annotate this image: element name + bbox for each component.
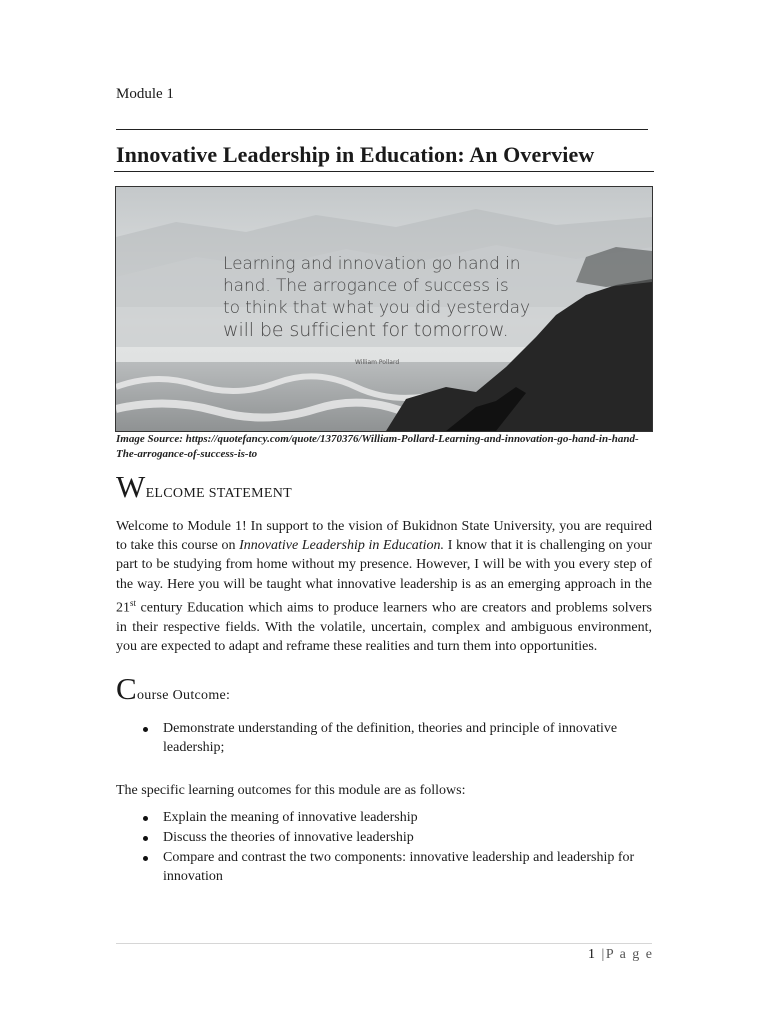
- title-underline: [114, 171, 654, 172]
- quote-text: [223, 253, 553, 341]
- list-item: Demonstrate understanding of the definition, theories and principle of innovative leadership;: [116, 719, 652, 758]
- specific-outcomes-intro: The specific learning outcomes for this module are as follows:: [116, 783, 466, 798]
- course-name: Innovative Leadership in Education.: [239, 538, 445, 554]
- image-source-caption: Image Source: https://quotefancy.com/quote/1370376/William-Pollard-Learning-and-innovation-go-hand-in-hand-The-arrogance-of-success-is-to: [116, 433, 639, 460]
- welcome-heading-initial: W: [116, 469, 146, 504]
- page-number: [588, 947, 654, 963]
- welcome-text-part: Welcome to Module 1! In support to the vision of Bukidnon State University, you are required to take this course on: [116, 519, 652, 554]
- bullet-icon: [143, 836, 148, 841]
- welcome-heading-text: ELCOME STATEMENT: [145, 486, 292, 501]
- welcome-text-part: century Education which aims to produce learners who are creators and problems solvers in their respective fields. With the volatile, uncertain, complex and ambiguous environment, you are expected to adapt and reframe these realities and turn them into opportunities.: [116, 600, 652, 654]
- bullet-icon: [143, 816, 148, 821]
- welcome-text-part: I know that it is challenging on your part to be studying from home without my presence. However, I will be with you every step of the way. Here you will be taught what innovative leadership is as an emerging approach in the 21: [116, 538, 652, 616]
- quote-line: Learning and innovation go hand in: [223, 254, 521, 274]
- course-outcome-initial: C: [116, 671, 137, 706]
- quote-line: hand. The arrogance of success is: [223, 276, 509, 296]
- welcome-heading: [116, 469, 292, 505]
- list-item: Explain the meaning of innovative leadership: [116, 808, 652, 827]
- course-outcome-heading: [116, 671, 230, 707]
- bullet-icon: [143, 727, 148, 732]
- list-item: Discuss the theories of innovative leadership: [116, 828, 652, 847]
- page-separator: |: [601, 947, 606, 962]
- quote-line: will be sufficient for tomorrow.: [223, 319, 509, 341]
- course-outcome-heading-text: ourse Outcome:: [136, 688, 231, 703]
- quote-author: William Pollard: [355, 359, 400, 366]
- page-number-value: 1: [588, 947, 597, 962]
- module-label: Module 1: [116, 86, 174, 102]
- footer-rule: [116, 943, 652, 944]
- list-item: Compare and contrast the two components: innovative leadership and leadership for innovation: [116, 848, 652, 887]
- specific-outcomes-list: [116, 808, 652, 887]
- welcome-paragraph: [116, 517, 652, 656]
- bullet-icon: [143, 856, 148, 861]
- top-rule: [116, 129, 648, 130]
- page-title: Innovative Leadership in Education: An Overview: [116, 142, 595, 167]
- page-word: P a g e: [605, 947, 654, 962]
- course-outcome-list: [116, 719, 652, 758]
- ordinal-suffix: st: [130, 597, 137, 608]
- quote-line: to think that what you did yesterday: [223, 298, 530, 318]
- quote-image: [115, 186, 653, 432]
